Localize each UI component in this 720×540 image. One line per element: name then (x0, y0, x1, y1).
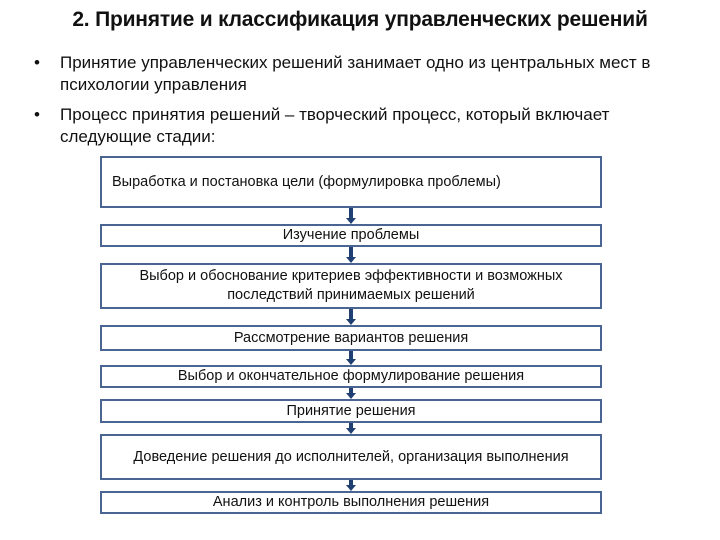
stage-box-8: Анализ и контроль выполнения решения (100, 491, 602, 514)
bullet-text: Принятие управленческих решений занимает одно из центральных мест в психологии управления (60, 53, 651, 94)
bullet-item (34, 104, 694, 148)
arrow-down-icon (346, 208, 356, 224)
bullet-text: Процесс принятия решений – творческий процесс, который включает следующие стадии: (60, 105, 610, 146)
arrow-down-icon (346, 423, 356, 434)
stage-box-4: Рассмотрение вариантов решения (100, 325, 602, 351)
stage-box-2: Изучение проблемы (100, 224, 602, 247)
arrow-down-icon (346, 480, 356, 491)
stage-box-6: Принятие решения (100, 399, 602, 423)
page-title: 2. Принятие и классификация управленческих решений (72, 8, 648, 31)
stage-box-3: Выбор и обоснование критериев эффективности и возможных последствий принимаемых решений (100, 263, 602, 309)
stage-box-5: Выбор и окончательное формулирование решения (100, 365, 602, 388)
bullet-dot-icon: • (34, 105, 40, 124)
bullet-dot-icon: • (34, 53, 40, 72)
arrow-down-icon (346, 247, 356, 263)
arrow-down-icon (346, 388, 356, 399)
arrow-down-icon (346, 351, 356, 365)
bullet-item (34, 52, 694, 96)
stage-box-7: Доведение решения до исполнителей, организация выполнения (100, 434, 602, 480)
stage-box-1: Выработка и постановка цели (формулировка проблемы) (100, 156, 602, 208)
bullet-list (34, 52, 694, 156)
arrow-down-icon (346, 309, 356, 325)
